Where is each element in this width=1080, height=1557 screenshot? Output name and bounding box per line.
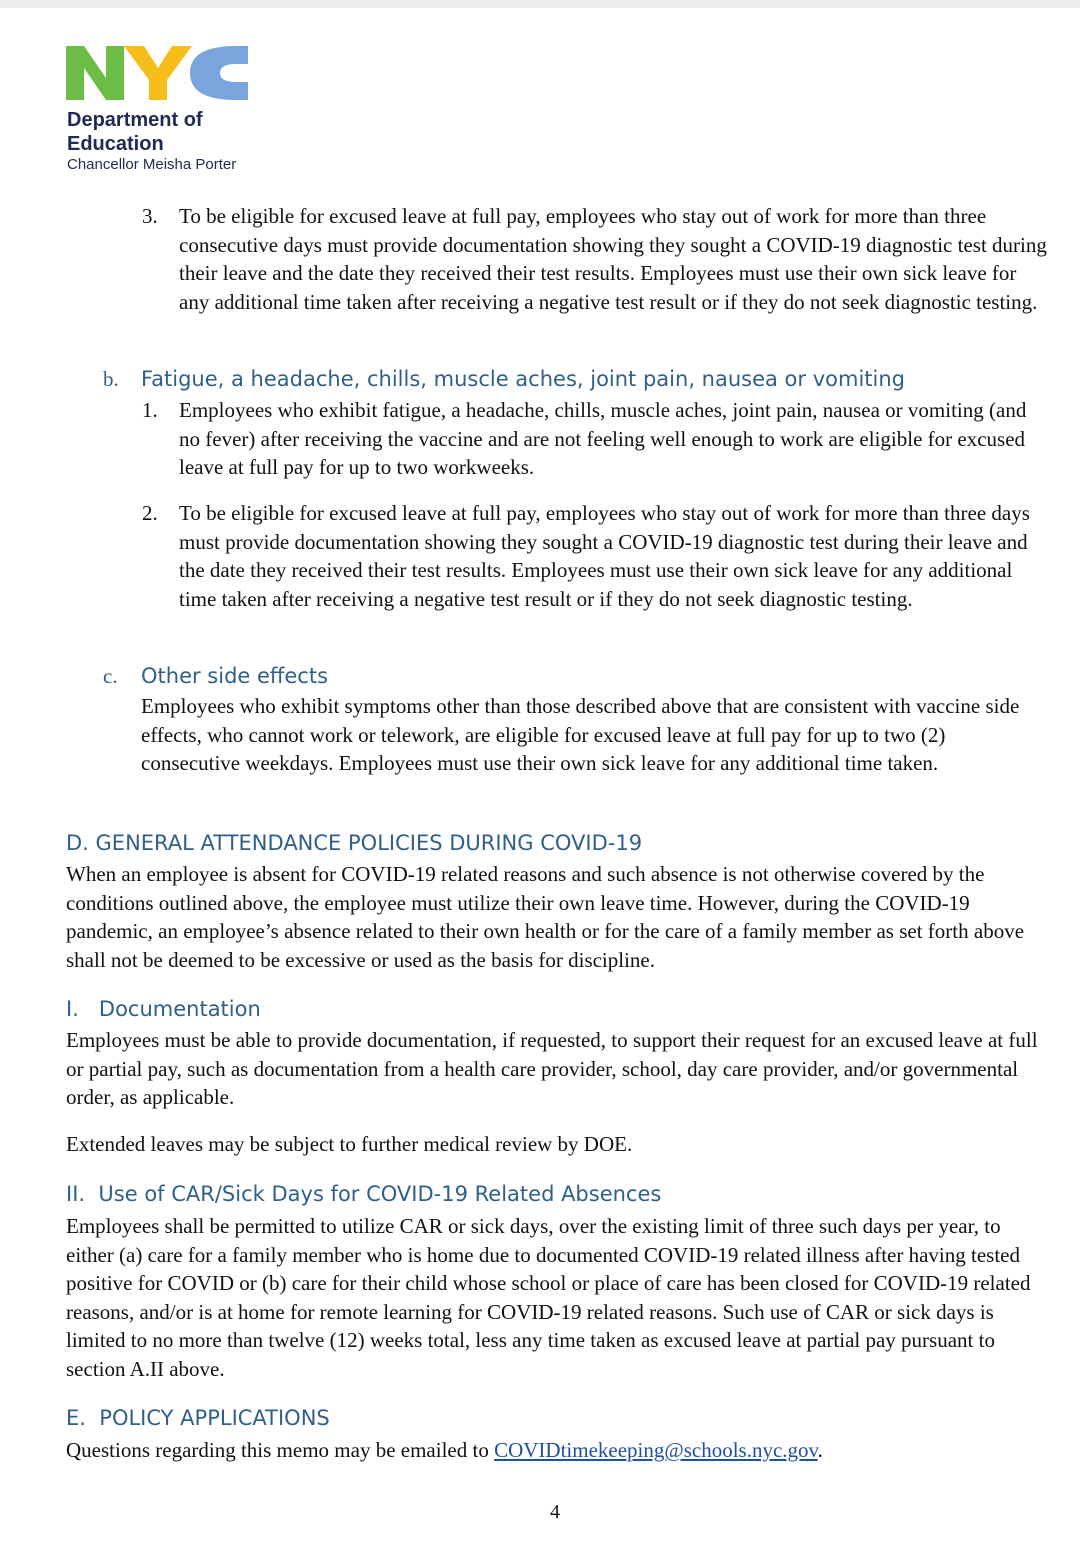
- email-link[interactable]: COVIDtimekeeping@schools.nyc.gov: [494, 1438, 818, 1462]
- item-b-heading: Fatigue, a headache, chills, muscle aches, joint pain, nausea or vomiting: [141, 367, 905, 391]
- section-e-heading: E. POLICY APPLICATIONS: [66, 1406, 330, 1430]
- chancellor-line: Chancellor Meisha Porter: [67, 156, 237, 173]
- section-d-heading: D. GENERAL ATTENDANCE POLICIES DURING COVID-19: [66, 831, 643, 855]
- section-ii-text: Employees shall be permitted to utilize CAR or sick days, over the existing limit of three such days per year, to either (a) care for a family member who is home due to documented COVID-19 related illness after having tested positive for COVID or (b) care for their child whose school or place of care has been closed for COVID-19 related reasons, and/or is at home for remote learning for COVID-19 related reasons. Such use of CAR or sick days is limited to no more than twelve (12) weeks total, less any time taken as excused leave at partial pay pursuant to section A.II above.: [66, 1214, 1031, 1381]
- dept-line-2: Education: [67, 133, 164, 155]
- item-b1-text: Employees who exhibit fatigue, a headache, chills, muscle aches, joint pain, nausea or vomiting (and no fever) after receiving the vaccine and are not feeling well enough to work are eligible for excused leave at full pay for up to two workweeks.: [179, 398, 1027, 480]
- item-b-letter: b.: [103, 367, 119, 391]
- item-b2-number: 2.: [142, 501, 158, 525]
- item-a3-text: To be eligible for excused leave at full pay, employees who stay out of work for more than three consecutive days must provide documentation showing they sought a COVID-19 diagnostic test during their leave and the date they received their test results. Employees must use their own sick leave for any additional time taken after receiving a negative test result or if they do not seek diagnostic testing.: [179, 204, 1047, 314]
- section-ii-heading: II. Use of CAR/Sick Days for COVID-19 Related Absences: [66, 1182, 662, 1206]
- section-i-heading: I. Documentation: [66, 997, 261, 1021]
- section-d-text: When an employee is absent for COVID-19 related reasons and such absence is not otherwise covered by the conditions outlined above, the employee must utilize their own leave time. However, during the COVID-19 pandemic, an employee’s absence related to their own health or for the care of a family member as set forth above shall not be deemed to be excessive or used as the basis for discipline.: [66, 862, 1025, 972]
- section-i-text: Employees must be able to provide documentation, if requested, to support their request for an excused leave at full or partial pay, such as documentation from a health care provider, school, day care provider, and/or governmental order, as applicable.: [66, 1028, 1038, 1110]
- item-a3-number: 3.: [142, 204, 158, 228]
- item-c-text: Employees who exhibit symptoms other than those described above that are consistent with vaccine side effects, who cannot work or telework, are eligible for excused leave at full pay for up to two (2) consecutive weekdays. Employees must use their own sick leave for any additional time taken.: [141, 694, 1020, 776]
- item-b1-number: 1.: [142, 398, 158, 422]
- page-number: 4: [550, 1501, 560, 1523]
- section-i-text-2: Extended leaves may be subject to further medical review by DOE.: [66, 1132, 633, 1156]
- section-e-text: [66, 1436, 1050, 1465]
- item-c-letter: c.: [103, 664, 118, 688]
- department-name: [67, 108, 203, 156]
- top-bar: [0, 0, 1080, 8]
- dept-line-1: Department of: [67, 109, 203, 131]
- section-e-prefix: Questions regarding this memo may be emailed to: [66, 1438, 495, 1462]
- item-b2-text: To be eligible for excused leave at full pay, employees who stay out of work for more than three days must provide documentation showing they sought a COVID-19 diagnostic test during their leave and the date they received their test results. Employees must use their own sick leave for any additional time taken after receiving a negative test result or if they do not seek diagnostic testing.: [179, 501, 1030, 611]
- item-c-heading: Other side effects: [141, 664, 329, 688]
- section-e-suffix: .: [817, 1438, 823, 1462]
